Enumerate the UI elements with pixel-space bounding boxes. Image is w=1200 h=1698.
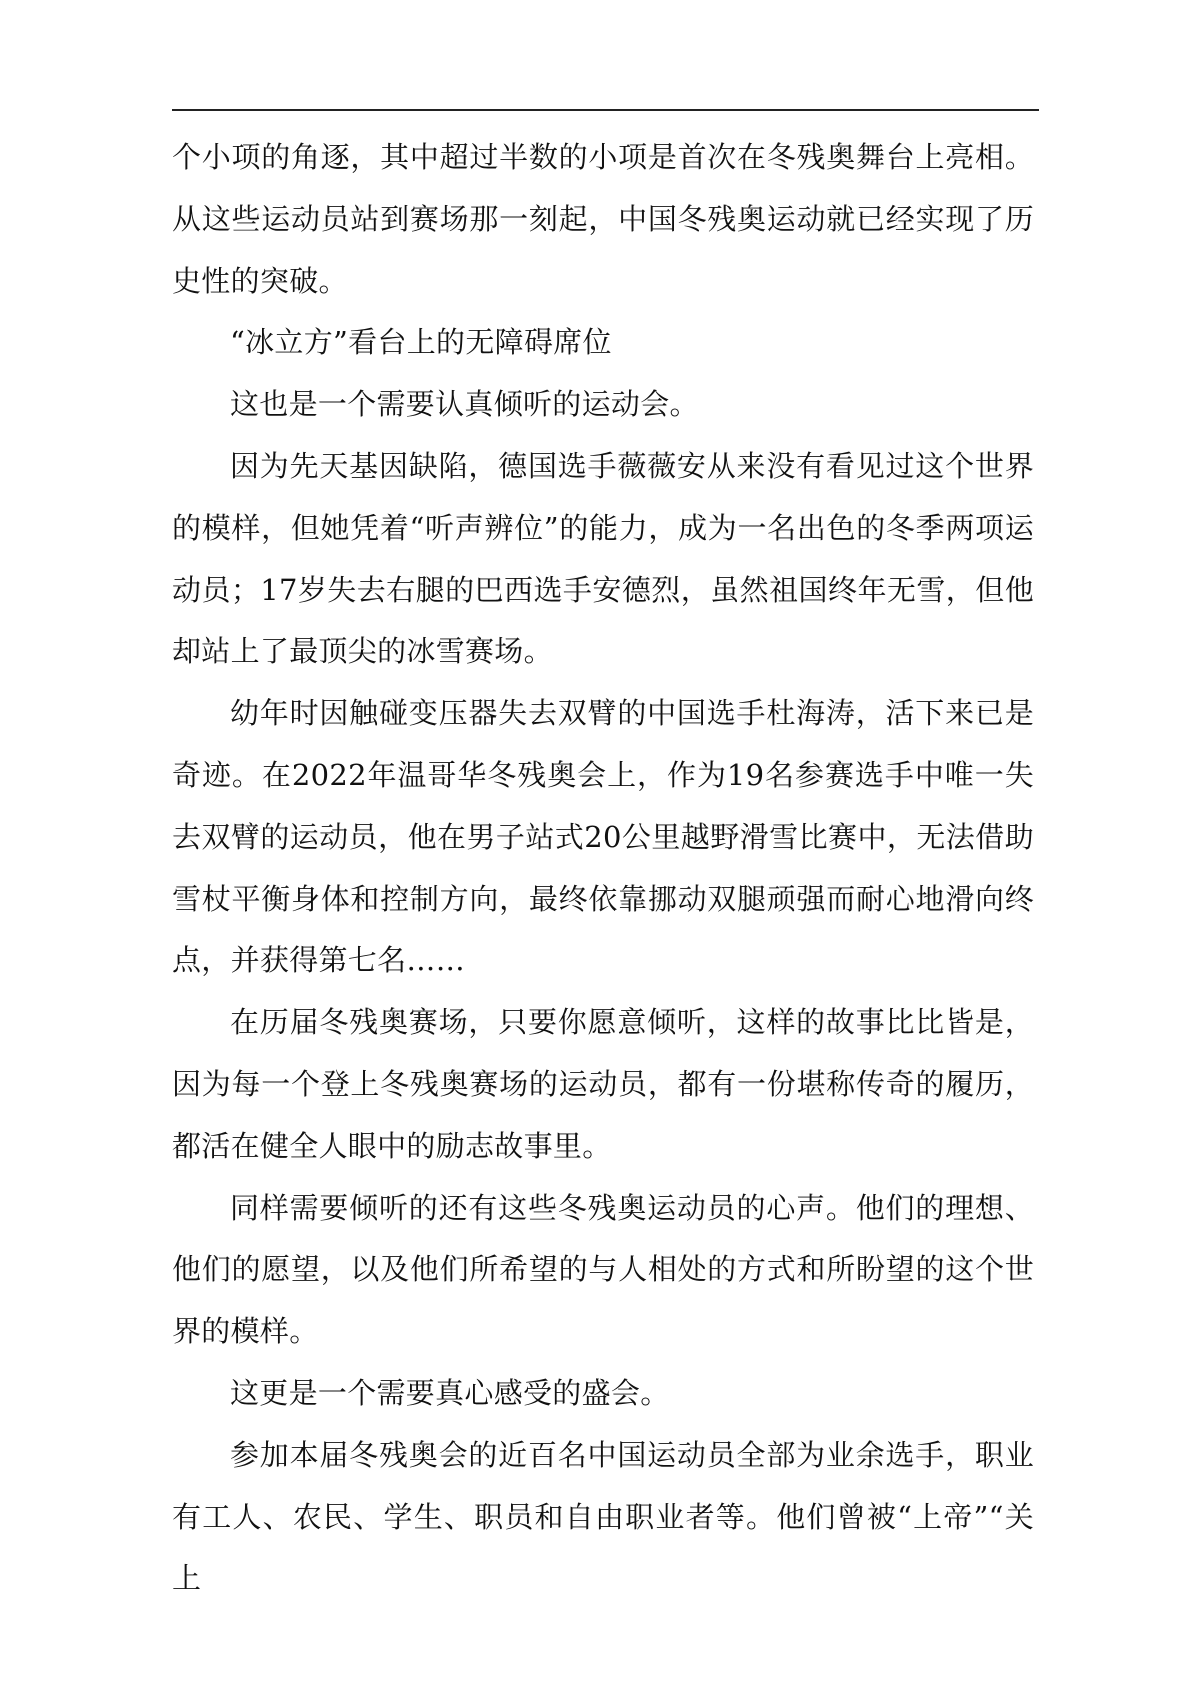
paragraph: 幼年时因触碰变压器失去双臂的中国选手杜海涛，活下来已是奇迹。在2022年温哥华冬残奥会上，作为19名参赛选手中唯一失去双臂的运动员，他在男子站式20公里越野滑雪比赛中，无法借助雪杖平衡身体和控制方向，最终依靠挪动双腿顽强而耐心地滑向终点，并获得第七名…… [172, 696, 1034, 978]
paragraph: 因为先天基因缺陷，德国选手薇薇安从来没有看见过这个世界的模样，但她凭着“听声辨位”的能力，成为一名出色的冬季两项运动员；17岁失去右腿的巴西选手安德烈，虽然祖国终年无雪，但他却站上了最顶尖的冰雪赛场。 [172, 448, 1034, 669]
paragraph: 同样需要倾听的还有这些冬残奥运动员的心声。他们的理想、他们的愿望，以及他们所希望的与人相处的方式和所盼望的这个世界的模样。 [172, 1190, 1034, 1349]
paragraph: 这更是一个需要真心感受的盛会。 [230, 1375, 670, 1410]
paragraph: 在历届冬残奥赛场，只要你愿意倾听，这样的故事比比皆是，因为每一个登上冬残奥赛场的运动员，都有一份堪称传奇的履历，都活在健全人眼中的励志故事里。 [172, 1005, 1034, 1163]
paragraph-continuation: 个小项的角逐，其中超过半数的小项是首次在冬残奥舞台上亮相。从这些运动员站到赛场那一刻起，中国冬残奥运动就已经实现了历史性的突破。 [172, 140, 1034, 298]
paragraph: 参加本届冬残奥会的近百名中国运动员全部为业余选手，职业有工人、农民、学生、职员和自由职业者等。他们曾被“上帝”“关上 [172, 1437, 1034, 1596]
paragraph: 这也是一个需要认真倾听的运动会。 [230, 387, 699, 422]
document-body [172, 127, 1034, 1610]
header-rule [172, 109, 1039, 111]
section-heading: “冰立方”看台上的无障碍席位 [230, 325, 612, 360]
